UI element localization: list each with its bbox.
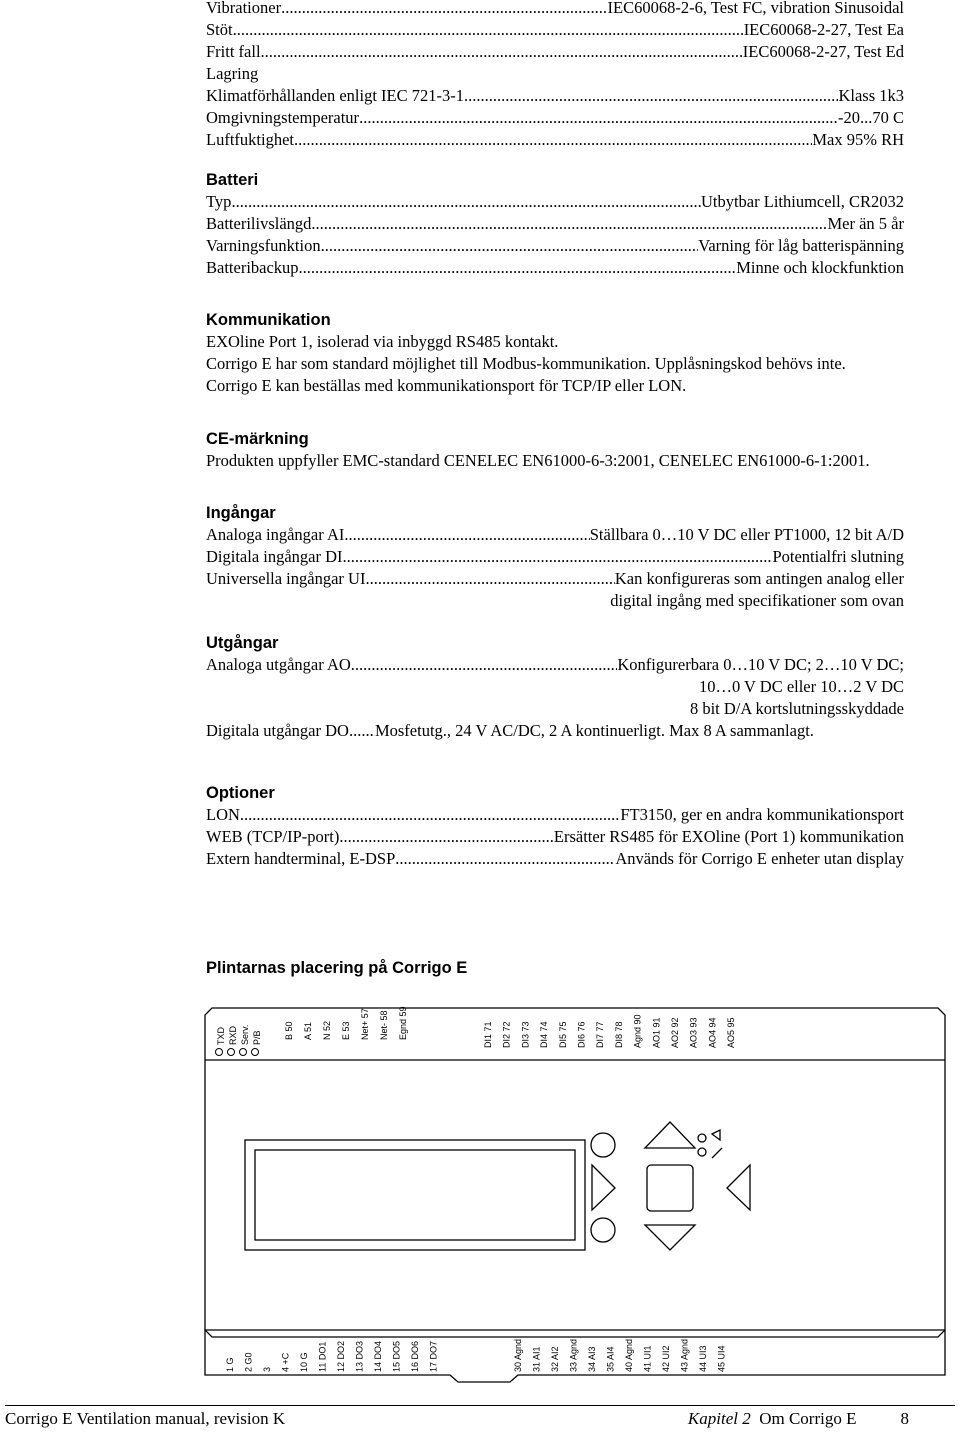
terminal-top-agnd-90: Agnd 90 xyxy=(632,1014,643,1048)
led-txd xyxy=(216,1049,223,1056)
spec-row-climate: Klimatförhållanden enligt IEC 721-3-1 ..... Klass 1k3 xyxy=(206,85,904,107)
terminal-bottom-4-c: 4 +C xyxy=(280,1352,291,1372)
spec-ao-continuation-1: 10…0 V DC eller 10…2 V DC xyxy=(698,677,904,696)
footer-chapter xyxy=(688,1406,909,1432)
terminal-top-net-57: Net+ 57 xyxy=(360,1008,370,1040)
terminals-heading: Plintarnas placering på Corrigo E xyxy=(206,959,468,977)
alarm-led-icon xyxy=(698,1134,706,1142)
terminal-bottom-14-do4: 14 DO4 xyxy=(373,1340,383,1372)
communication-line-3: Corrigo E kan beställas med kommunikationsport för TCP/IP eller LON. xyxy=(206,376,687,395)
footer-section: Om Corrigo E xyxy=(759,1409,857,1428)
terminal-top-ao3-93: AO3 93 xyxy=(688,1017,699,1048)
pen-icon xyxy=(712,1148,722,1158)
communication-line-1: EXOline Port 1, isolerad via inbyggd RS485 kontakt. xyxy=(206,332,559,351)
terminal-top-n-52: N 52 xyxy=(322,1020,332,1040)
terminal-top-a-51: A 51 xyxy=(303,1021,313,1040)
up-arrow-key xyxy=(645,1122,695,1148)
inputs-heading: Ingångar xyxy=(206,504,276,522)
terminal-bottom-35-ai4: 35 AI4 xyxy=(605,1346,616,1372)
terminal-bottom-16-do6: 16 DO6 xyxy=(410,1340,420,1372)
spec-row-shock: Stöt ..... IEC60068-2-27, Test Ea xyxy=(206,19,904,41)
terminal-bottom-41-ui1: 41 UI1 xyxy=(642,1345,653,1372)
terminal-top-ao4-94: AO4 94 xyxy=(707,1017,718,1048)
spec-row-battery-backup: Batteribackup ..... Minne och klockfunktion xyxy=(206,257,904,279)
ce-heading: CE-märkning xyxy=(206,430,309,448)
led-label-txd: TXD xyxy=(216,1027,226,1045)
spec-row-vibration: Vibrationer ..... IEC60068-2-6, Test FC, vibration Sinusoidal xyxy=(206,0,904,19)
spec-row-do: Digitala utgångar DO ..... Mosfetutg., 24 V AC/DC, 2 A kontinuerligt. Max 8 A sammanlagt. xyxy=(206,720,904,742)
spec-row-edsp: Extern handterminal, E-DSP ..... Används för Corrigo E enheter utan display xyxy=(206,848,904,870)
terminal-bottom-3: 3 xyxy=(262,1366,272,1372)
terminal-top-di7-77: DI7 77 xyxy=(595,1021,606,1048)
spec-ui-continuation: digital ingång med specifikationer som ovan xyxy=(610,591,904,610)
terminal-bottom-33-agnd: 33 Agnd xyxy=(568,1338,579,1372)
led-p-b xyxy=(252,1049,259,1056)
terminal-top-ao5-95: AO5 95 xyxy=(726,1017,737,1048)
spec-row-di: Digitala ingångar DI ..... Potentialfri slutning xyxy=(206,546,904,568)
display-screen xyxy=(255,1150,575,1240)
terminal-bottom-43-agnd: 43 Agnd xyxy=(679,1338,690,1372)
down-arrow-key xyxy=(645,1225,695,1250)
spec-row-ui: Universella ingångar UI ..... Kan konfigureras som antingen analog eller xyxy=(206,568,904,590)
alarm-key xyxy=(591,1133,615,1157)
terminal-top-di6-76: DI6 76 xyxy=(576,1021,587,1048)
spec-row-humidity: Luftfuktighet ..... Max 95% RH xyxy=(206,129,904,151)
led-label-rxd: RXD xyxy=(228,1025,238,1045)
spec-row-ambient: Omgivningstemperatur ..... -20...70 C xyxy=(206,107,904,129)
led-rxd xyxy=(228,1049,235,1056)
terminal-top-e-53: E 53 xyxy=(341,1021,351,1040)
terminal-bottom-11-do1: 11 DO1 xyxy=(317,1341,328,1372)
terminal-top-di4-74: DI4 74 xyxy=(539,1021,550,1048)
terminal-top-di1-71: DI1 71 xyxy=(483,1021,493,1048)
terminal-bottom-42-ui2: 42 UI2 xyxy=(661,1345,671,1372)
spec-row-freefall: Fritt fall ..... IEC60068-2-27, Test Ed xyxy=(206,41,904,63)
terminal-diagram xyxy=(200,1000,950,1392)
terminal-top-di2-72: DI2 72 xyxy=(501,1021,512,1048)
terminal-bottom-44-ui3: 44 UI3 xyxy=(698,1345,708,1372)
terminal-bottom-1-g: 1 G xyxy=(225,1357,235,1372)
left-arrow-key xyxy=(592,1165,615,1210)
terminal-diagram-svg xyxy=(200,1000,950,1392)
terminal-bottom-31-ai1: 31 AI1 xyxy=(531,1346,542,1372)
terminal-top-di3-73: DI3 73 xyxy=(520,1021,531,1048)
top-terminal-labels xyxy=(284,1006,736,1048)
terminal-top-ao2-92: AO2 92 xyxy=(670,1017,680,1048)
terminal-bottom-2-g0: 2 G0 xyxy=(243,1352,254,1372)
spec-row-battery-warning: Varningsfunktion ..... Varning för låg batterispänning xyxy=(206,235,904,257)
led-serv xyxy=(240,1049,247,1056)
spec-row-battery-life: Batterilivslängd ..... Mer än 5 år xyxy=(206,213,904,235)
spec-row-battery-type: Typ ..... Utbytbar Lithiumcell, CR2032 xyxy=(206,191,904,213)
terminal-bottom-34-ai3: 34 AI3 xyxy=(587,1346,597,1372)
communication-line-2: Corrigo E har som standard möjlighet till Modbus-kommunikation. Upplåsningskod behövs inte. xyxy=(206,354,846,373)
terminal-bottom-32-ai2: 32 AI2 xyxy=(550,1346,560,1372)
spec-row-lon: LON ..... FT3150, ger en andra kommunikationsport xyxy=(206,804,904,826)
ok-key xyxy=(647,1165,693,1211)
housing-top-edge xyxy=(205,1008,945,1060)
ce-text: Produkten uppfyller EMC-standard CENELEC EN61000-6-3:2001, CENELEC EN61000-6-1:2001. xyxy=(206,451,870,470)
footer-manual-title: Corrigo E Ventilation manual, revision K xyxy=(5,1409,286,1428)
spec-row-ai: Analoga ingångar AI ..... Ställbara 0…10 V DC eller PT1000, 12 bit A/D xyxy=(206,524,904,546)
footer-chapter-label: Kapitel 2 xyxy=(687,1409,751,1428)
storage-title: Lagring xyxy=(206,64,259,83)
terminal-top-di5-75: DI5 75 xyxy=(557,1021,568,1048)
right-arrow-key xyxy=(727,1165,750,1210)
terminal-bottom-13-do3: 13 DO3 xyxy=(354,1340,365,1372)
spec-ao-continuation-2: 8 bit D/A kortslutningsskyddade xyxy=(689,699,904,718)
display-window xyxy=(245,1140,585,1250)
terminal-bottom-30-agnd: 30 Agnd xyxy=(513,1338,523,1372)
status-leds xyxy=(216,1025,263,1056)
terminal-top-ao1-91: AO1 91 xyxy=(651,1017,662,1048)
terminal-bottom-15-do5: 15 DO5 xyxy=(391,1340,402,1372)
terminal-top-net-58: Net- 58 xyxy=(379,1010,389,1040)
led-label-serv: Serv. xyxy=(240,1024,250,1045)
terminal-bottom-40-agnd: 40 Agnd xyxy=(624,1338,634,1372)
bottom-terminal-labels xyxy=(225,1339,727,1372)
terminal-bottom-10-g: 10 G xyxy=(299,1352,309,1372)
terminal-top-b-50: B 50 xyxy=(284,1021,294,1040)
terminal-bottom-45-ui4: 45 UI4 xyxy=(716,1345,727,1372)
communication-heading: Kommunikation xyxy=(206,311,331,329)
spec-row-web: WEB (TCP/IP-port) ..... Ersätter RS485 för EXOline (Port 1) kommunikation xyxy=(206,826,904,848)
outputs-heading: Utgångar xyxy=(206,634,279,652)
led-label-p-b: P/B xyxy=(252,1030,262,1045)
footer-page-number: 8 xyxy=(900,1409,909,1428)
battery-heading: Batteri xyxy=(206,171,259,189)
page-footer xyxy=(5,1405,955,1430)
write-led-icon xyxy=(698,1148,706,1156)
terminal-bottom-12-do2: 12 DO2 xyxy=(336,1340,346,1372)
options-heading: Optioner xyxy=(206,784,275,802)
terminal-top-egnd-59: Egnd 59 xyxy=(398,1006,408,1040)
terminal-top-di8-78: DI8 78 xyxy=(613,1021,624,1048)
spec-row-ao: Analoga utgångar AO ..... Konfigurerbara 0…10 V DC; 2…10 V DC; xyxy=(206,654,904,676)
bell-icon xyxy=(712,1130,720,1140)
clear-key xyxy=(591,1218,615,1242)
terminal-bottom-17-do7: 17 DO7 xyxy=(428,1340,439,1372)
